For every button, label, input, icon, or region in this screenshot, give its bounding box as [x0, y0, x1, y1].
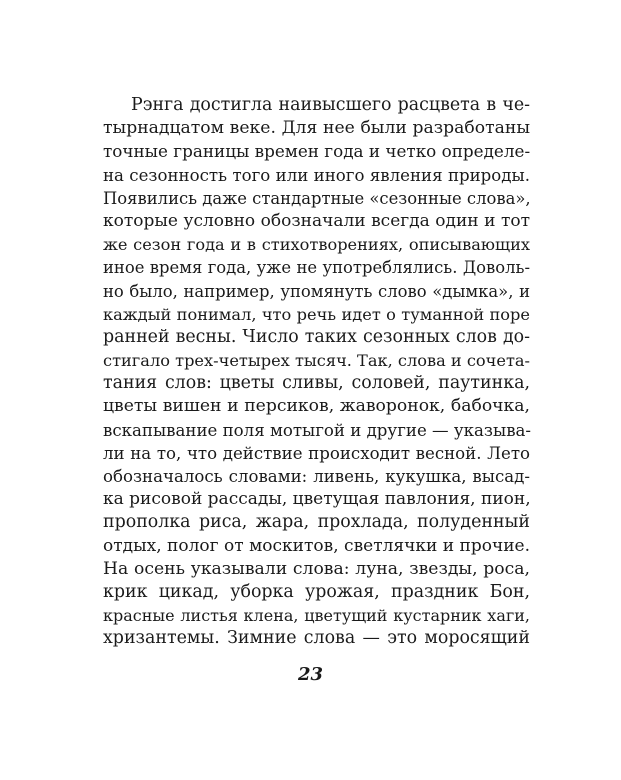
- text-line: ка рисовой рассады, цветущая павлония, пион,: [103, 489, 531, 510]
- text-line: цветы вишен и персиков, жаворонок, бабочка,: [103, 396, 530, 417]
- text-line: но было, например, упомянуть слово «дымка», и: [103, 281, 530, 301]
- text-line: стигало трех-четырех тысяч. Так, слова и сочета-: [103, 351, 531, 371]
- text-line: обозначалось словами: ливень, кукушка, высад-: [103, 467, 530, 486]
- text-line: же сезон года и в стихотворениях, описывающих: [103, 235, 530, 255]
- text-line: вскапывание поля мотыгой и другие — указыва-: [103, 420, 532, 440]
- text-line: иное время года, уже не употреблялись. Доволь-: [103, 258, 530, 278]
- text-line: крик цикад, уборка урожая, праздник Бон,: [103, 581, 530, 602]
- text-line: ли на то, что действие происходит весной. Лето: [103, 443, 530, 463]
- text-line: тания слов: цветы сливы, соловей, паутинка,: [103, 373, 530, 394]
- text-line: прополка риса, жара, прохлада, полуденный: [103, 512, 530, 533]
- text-line: каждый понимал, что речь идет о туманной поре: [103, 304, 530, 324]
- text-line: на сезонность того или иного явления природы.: [103, 165, 530, 185]
- text-line: ранней весны. Число таких сезонных слов до-: [103, 326, 530, 347]
- page-number: 23: [297, 664, 324, 685]
- text-line: Появились даже стандартные «сезонные слова»,: [103, 188, 531, 208]
- text-line: тырнадцатом веке. Для нее были разработаны: [103, 118, 530, 139]
- body-text: [103, 94, 530, 651]
- text-line: которые условно обозначали всегда один и тот: [103, 210, 530, 231]
- text-line: красные листья клена, цветущий кустарник хаги,: [103, 606, 530, 626]
- text-line: точные границы времен года и четко определе-: [103, 141, 531, 162]
- text-line: Рэнга достигла наивысшего расцвета в че-: [131, 95, 530, 115]
- text-line: отдых, полог от москитов, светлячки и прочие.: [103, 535, 530, 556]
- text-line: хризантемы. Зимние слова — это моросящий: [103, 628, 530, 649]
- text-line: На осень указывали слова: луна, звезды, роса,: [103, 558, 530, 579]
